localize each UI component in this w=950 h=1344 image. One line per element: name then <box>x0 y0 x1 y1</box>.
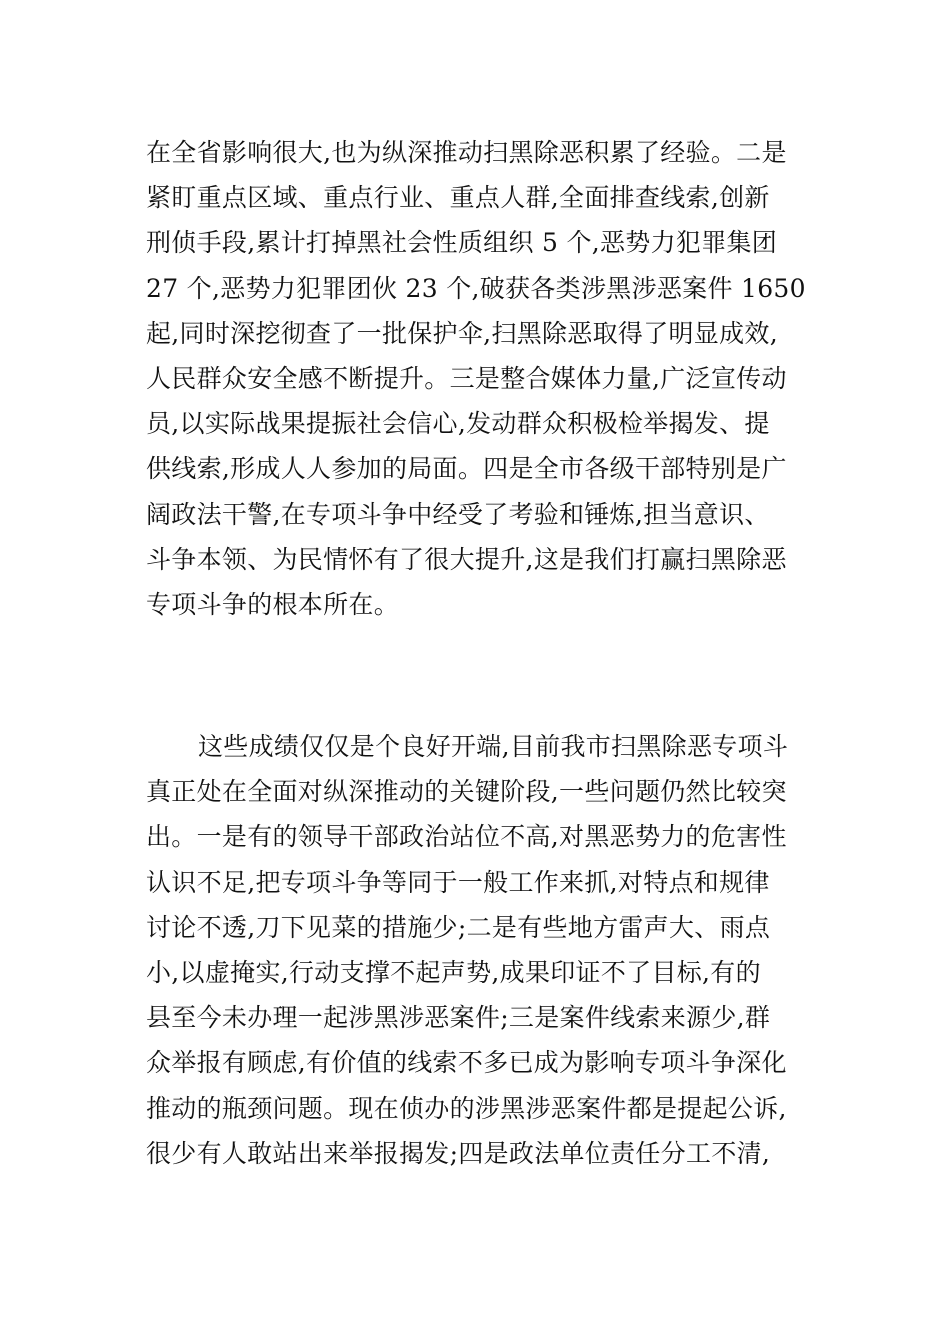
text-line: 斗争本领、为民情怀有了很大提升,这是我们打赢扫黑除恶 <box>146 544 787 574</box>
text-line: 推动的瓶颈问题。现在侦办的涉黑涉恶案件都是提起公诉, <box>146 1093 787 1123</box>
text-line: 刑侦手段,累计打掉黑社会性质组织 5 个,恶势力犯罪集团 <box>146 228 778 258</box>
text-line: 27 个,恶势力犯罪团伙 23 个,破获各类涉黑涉恶案件 1650 <box>146 273 806 303</box>
text-line: 真正处在全面对纵深推动的关键阶段,一些问题仍然比较突 <box>146 777 787 807</box>
text-line: 在全省影响很大,也为纵深推动扫黑除恶积累了经验。二是 <box>146 138 787 167</box>
text-line: 县至今未办理一起涉黑涉恶案件;三是案件线索来源少,群 <box>146 1003 771 1033</box>
text-line: 出。一是有的领导干部政治站位不高,对黑恶势力的危害性 <box>146 822 787 852</box>
text-line: 专项斗争的根本所在。 <box>146 589 400 619</box>
text-line: 众举报有顾虑,有价值的线索不多已成为影响专项斗争深化 <box>146 1048 787 1078</box>
text-line: 认识不足,把专项斗争等同于一般工作来抓,对特点和规律 <box>146 867 770 897</box>
text-line: 小,以虚掩实,行动支撑不起声势,成果印证不了目标,有的 <box>146 957 761 987</box>
text-line: 起,同时深挖彻查了一批保护伞,扫黑除恶取得了明显成效, <box>146 318 778 348</box>
text-line: 阔政法干警,在专项斗争中经受了考验和锤炼,担当意识、 <box>146 499 770 529</box>
text-line: 供线索,形成人人参加的局面。四是全市各级干部特别是广 <box>146 454 787 484</box>
paragraph-problems <box>146 724 810 1176</box>
text-line: 很少有人敢站出来举报揭发;四是政法单位责任分工不清, <box>146 1138 771 1168</box>
text-line: 紧盯重点区域、重点行业、重点人群,全面排查线索,创新 <box>146 183 770 213</box>
text-line: 员,以实际战果提振社会信心,发动群众积极检举揭发、提 <box>146 409 770 439</box>
paragraph-achievements <box>146 130 810 627</box>
text-line: 人民群众安全感不断提升。三是整合媒体力量,广泛宣传动 <box>146 363 787 393</box>
text-line: 讨论不透,刀下见菜的措施少;二是有些地方雷声大、雨点 <box>146 912 771 942</box>
text-line: 这些成绩仅仅是个良好开端,目前我市扫黑除恶专项斗 <box>198 732 789 761</box>
